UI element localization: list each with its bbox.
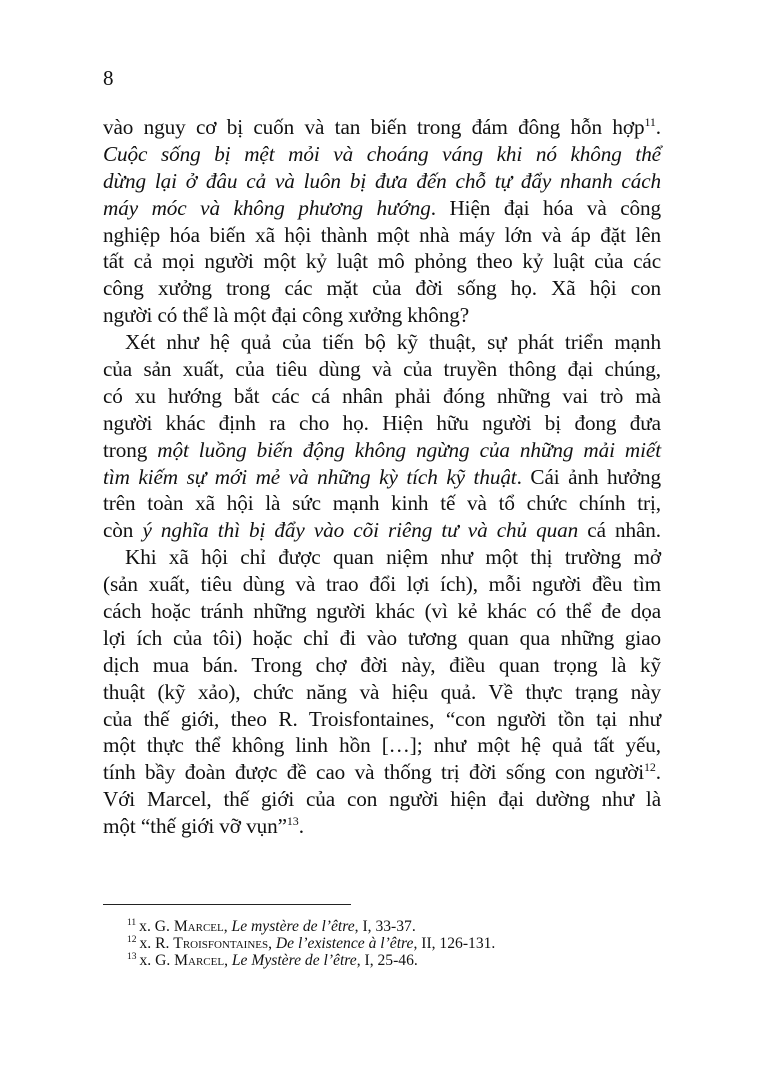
italic-text: De l’existence à l’être: [275, 935, 414, 953]
text-line: [103, 598, 661, 625]
text-line: [103, 517, 661, 544]
text-line: [103, 759, 661, 786]
text-line: [103, 168, 661, 195]
italic-text: Le mystère de l’être: [231, 918, 355, 935]
text-line: [103, 248, 661, 275]
text-line: [103, 464, 661, 491]
text-segment: x. G.: [139, 952, 175, 970]
text-segment: tất cả mọi người một kỷ luật mô phỏng theo kỷ luật của các: [103, 249, 661, 274]
text-line: [103, 813, 661, 840]
footnotes: [127, 918, 495, 970]
text-segment: x. G.: [139, 918, 174, 935]
text-segment: vào nguy cơ bị cuốn và tan biến trong đám đông hỗn hợp: [103, 115, 645, 139]
text-segment: trên toàn xã hội là sức mạnh kinh tế và tổ chức chính trị,: [103, 491, 661, 516]
text-line: [103, 141, 661, 168]
text-segment: ,: [223, 918, 232, 935]
italic-text: Le Mystère de l’être: [231, 952, 357, 970]
text-line: [103, 544, 661, 571]
footnote: [127, 935, 495, 952]
text-line: [103, 222, 661, 249]
text-segment: thuật (kỹ xảo), chức năng và hiệu quả. Về thực trạng này: [103, 679, 661, 704]
text-segment: ,: [224, 952, 232, 970]
text-line: [103, 652, 661, 679]
text-line: [103, 625, 661, 652]
text-segment: trong: [103, 437, 158, 462]
text-segment: Với Marcel, thế giới của con người hiện đại dường như là: [103, 787, 661, 812]
text-segment: Khi xã hội chỉ được quan niệm như một thị trường mở: [125, 545, 661, 570]
footnote-reference: 13: [286, 814, 299, 829]
text-segment: , I, 25-46.: [356, 952, 418, 970]
text-segment: dịch mua bán. Trong chợ đời này, điều quan trọng là kỹ: [103, 652, 661, 677]
text-line: [103, 329, 661, 356]
text-segment: công xưởng trong các mặt của đời sống họ. Xã hội con: [103, 276, 661, 301]
text-segment: Xét như hệ quả của tiến bộ kỹ thuật, sự phát triển mạnh: [125, 330, 661, 355]
text-line: [103, 732, 661, 759]
italic-text: Cuộc sống bị mệt mỏi và choáng váng khi nó không thể: [103, 141, 661, 166]
text-line: [103, 786, 661, 813]
footnote-number: 11: [127, 918, 137, 928]
text-line: [103, 302, 661, 329]
text-line: [103, 195, 661, 222]
text-segment: x. R.: [139, 935, 174, 953]
text-segment: ,: [268, 935, 276, 953]
italic-text: dừng lại ở đâu cả và luôn bị đưa đến chỗ tự đẩy nhanh cách: [103, 168, 661, 193]
italic-text: ý nghĩa thì bị đẩy vào cõi riêng tư và chủ quan: [142, 518, 579, 543]
italic-text: tìm kiếm sự mới mẻ và những kỳ tích kỹ thuật: [103, 464, 517, 489]
text-segment: lợi ích của tôi) hoặc chỉ đi vào tương quan qua những giao: [103, 625, 661, 650]
author-name: Troisfontaines: [173, 935, 269, 953]
text-line: [103, 114, 661, 141]
text-segment: .: [655, 760, 661, 785]
text-segment: .: [298, 814, 304, 839]
text-line: [103, 410, 661, 437]
text-line: [103, 490, 661, 517]
footnote: [127, 918, 495, 935]
text-line: [103, 383, 661, 410]
footnote: [127, 952, 495, 969]
page-number: 8: [103, 66, 114, 90]
text-segment: .: [655, 115, 661, 139]
text-segment: cá nhân.: [578, 518, 661, 543]
text-segment: . Cái ảnh hưởng: [516, 464, 662, 489]
text-line: [103, 679, 661, 706]
text-segment: của thế giới, theo R. Troisfontaines, “con người tồn tại như: [103, 706, 661, 731]
text-segment: người khác định ra cho họ. Hiện hữu người bị đong đưa: [103, 410, 661, 435]
author-name: Marcel: [173, 918, 224, 935]
footnote-number: 12: [127, 935, 137, 946]
text-segment: , I, 33-37.: [354, 918, 416, 935]
text-segment: của sản xuất, của tiêu dùng và của truyền thông đại chúng,: [103, 357, 661, 382]
footnote-reference: 11: [644, 115, 656, 129]
text-line: [103, 571, 661, 598]
text-segment: (sản xuất, tiêu dùng và trao đổi lợi ích), mỗi người đều tìm: [103, 572, 661, 597]
text-segment: còn: [103, 518, 143, 543]
text-line: [103, 275, 661, 302]
text-segment: một thực thể không linh hồn […]; như một hệ quả tất yếu,: [103, 733, 661, 758]
italic-text: máy móc và không phương hướng: [103, 195, 431, 220]
text-line: [103, 706, 661, 733]
author-name: Marcel: [174, 952, 225, 970]
text-segment: người có thể là một đại công xưởng không?: [103, 303, 470, 328]
text-line: [103, 356, 661, 383]
body-text: [103, 114, 661, 840]
text-segment: nghiệp hóa biến xã hội thành một nhà máy lớn và áp đặt lên: [103, 222, 661, 247]
text-segment: tính bầy đoàn được đề cao và thống trị đời sống con người: [103, 760, 644, 785]
text-segment: , II, 126-131.: [413, 935, 496, 953]
text-segment: một “thế giới vỡ vụn”: [103, 814, 287, 839]
footnote-reference: 12: [643, 760, 656, 775]
text-line: [103, 437, 661, 464]
footnote-number: 13: [127, 952, 137, 963]
italic-text: một luồng biến động không ngừng của những mải miết: [157, 437, 662, 462]
text-segment: . Hiện đại hóa và công: [430, 195, 661, 220]
text-segment: cách hoặc tránh những người khác (vì kẻ khác có thể đe dọa: [103, 599, 661, 624]
footnote-rule: [103, 904, 351, 905]
text-segment: có xu hướng bắt các cá nhân phải đóng những vai trò mà: [103, 383, 661, 408]
